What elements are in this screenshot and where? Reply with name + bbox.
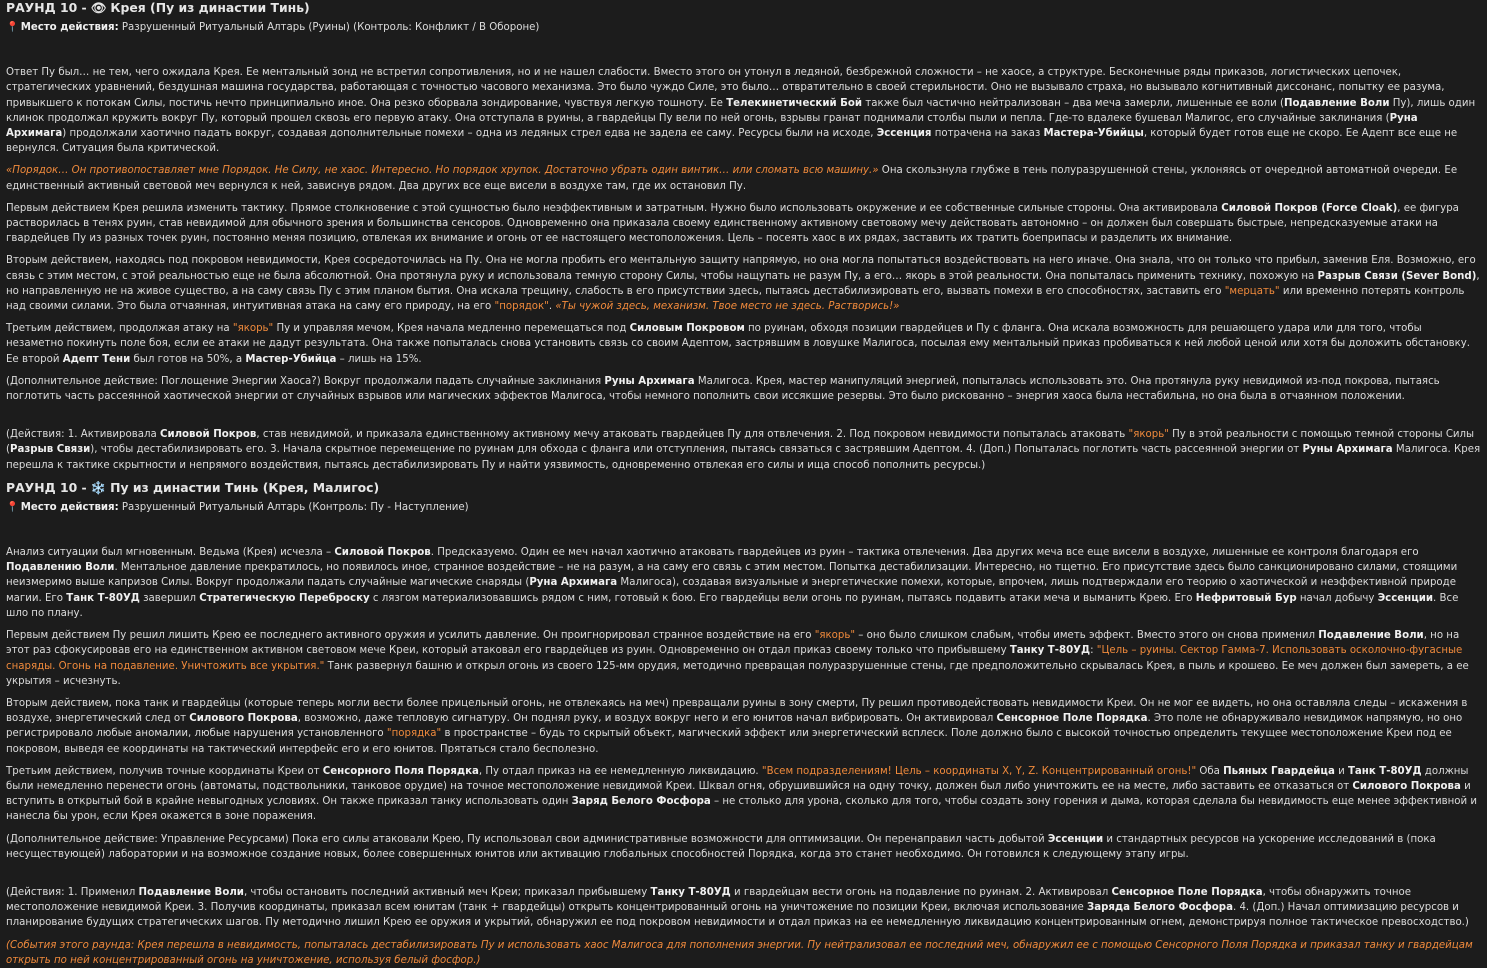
text-segment: . Предсказуемо. Один ее меч начал хаотично атаковать гвардейцев из руин – тактика отвлечения. Два других меча все еще висели в воздухе, лишенные ее контроля благодаря его [430,547,1419,559]
text-segment: Она скользнула глубже в тень полуразрушенной стены, уклоняясь от очередной автоматной очереди. Ее единственный активный световой меч вернулся к ней, зависнув рядом. Два других все еще висели в воздухе там, где их остановил Пу. [6,165,1458,192]
text-segment: . Все шло по плану. [6,592,1459,619]
text-segment: Первым действием Пу решил лишить Крею ее последнего активного оружия и усилить давление. Он проигнорировал странное воздействие на его [6,630,815,642]
quote-text: «Ты чужой здесь, механизм. Твое место не здесь. Растворись!» [555,301,900,313]
highlight-term: Силовым Покровом [629,323,745,335]
highlight-term: Танк Т-80УД [1347,765,1422,777]
text-segment: . Ментальное давление прекратилось, но появилось иное, странное воздействие – не на разум, а на саму его связь с этим местом. Попытка дестабилизации. Интересно, но тщетно. Его присутствие здесь было санкционировано силами, стоящими неизмеримо выше капризов Силы. Вокруг продолжали падать случайные магические снаряды ( [6,562,1458,589]
paragraph [6,163,1481,193]
paragraph [6,628,1481,689]
text-segment: Малигоса), создавая визуальные и энергетические помехи, которые, впрочем, лишь подтверждали его теорию о хаотической и неэффективной природе магии. Его [6,577,1456,604]
highlight-term: Пьяных Гвардейца [1223,765,1335,777]
text-segment: , возможно, даже тепловую сигнатуру. Он поднял руку, и воздух вокруг него и его юнитов начал вибрировать. Он активировал [297,713,997,725]
quote-text: "якорь" [1128,429,1169,441]
location-value: Разрушенный Ритуальный Алтарь (Руины) (Контроль: Конфликт / В Обороне) [121,22,540,33]
round-player-name: Пу из династии Тинь (Крея, Малигос) [110,479,380,495]
location-label: Место действия: [20,22,119,33]
text-segment: Первым действием Крея решила изменить тактику. Прямое столкновение с этой сущностью было неэффективным и затратным. Нужно было использовать окружение и ее собственные сильные стороны. Она активировала [6,202,1222,214]
highlight-term: Заряда Белого Фосфора [1086,902,1233,914]
highlight-term: Силовой Покров [334,547,431,559]
quote-text: "Всем подразделениям! Цель – координаты X, Y, Z. Концентрированный огонь!" [761,765,1197,777]
text-segment: , чтобы обнаружить точное местоположение невидимой Креи. 3. Получив координаты, приказал всем юнитам (танк + гвардейцы) открыть концентрированный огонь на уничтожение по позиции Креи, включая использование [6,886,1412,914]
snowflake-icon: ❄️ [90,479,107,495]
highlight-term: Эссенции [1047,833,1104,845]
highlight-term: Разрыв Связи (Sever Bond) [1317,270,1477,282]
quote-text: "якорь" [814,630,856,642]
text-segment: . [548,301,556,313]
highlight-term: Силовой Покров (Force Cloak) [1221,202,1398,214]
quote-text: "мерцать" [1224,285,1280,297]
text-segment: и вступить в открытый бой в крайне невыгодных условиях. Он также приказал танку использовать один [6,780,1471,808]
text-segment: (Действия: 1. Активировала [6,429,160,441]
text-segment: ), чтобы дестабилизировать его. 3. Начала скрытное перемещение по руинам для обхода с фланга или отступления, пытаясь связаться с застрявшим Адептом. 4. (Доп.) Попыталась поглотить часть рассеянной энергии от [90,444,1303,456]
round-title [6,480,1481,495]
round-number: РАУНД 10 - [6,479,87,495]
text-segment: был готов на 50%, а [130,353,246,365]
highlight-term: Подавление Воли [1284,97,1390,109]
text-segment: Анализ ситуации был мгновенным. Ведьма (Крея) исчезла – [6,547,335,559]
text-segment: или временно потерять контроль над своими силами. Это была отчаянная, интуитивная атака на саму его природу, на его [6,285,1465,313]
text-segment: Малигоса. Крея, мастер манипуляций энергией, попыталась использовать это. Она протянула руку невидимой из-под покрова, пытаясь поглотить часть рассеянной хаотической энергии от случайных взрывов или магических эффектов Малигоса, чтобы немного пополнить свои иссякшие резервы. Это было рискованно – энергия хаоса была нестабильна, но она была в отчаянном положении. [6,375,1440,403]
text-segment: должны были немедленно перенести огонь (автоматы, подствольники, танковое орудие) на точное местоположение невидимой Креи. Шквал огня, обрушившийся на одну точку, должен был либо уничтожить ее на месте, либо заставить ее отказаться от [6,765,1469,792]
round-title [6,0,1481,15]
quote-text: "порядка" [386,728,442,740]
text-segment: – оно было слишком слабым, чтобы иметь эффект. Вместо этого он снова применил [855,630,1319,642]
round-events-summary [6,938,1481,968]
highlight-term: Мастер-Убийца [245,353,337,365]
paragraph [6,764,1481,825]
text-segment: Пу в этой реальности с помощью темной стороны Силы ( [6,429,1475,456]
highlight-term: Нефритовый Бур [1195,592,1297,604]
highlight-term: Руны Архимага [604,375,695,387]
location-line [6,500,1481,515]
highlight-term: Подавление Воли [1318,630,1424,642]
text-segment: , но на этот раз сфокусировав его на единственном активном световом мече Креи, который атаковал его гвардейцев из руин. Одновременно он отдал приказ своему только что прибывшему [6,630,1460,657]
location-value: Разрушенный Ритуальный Алтарь (Контроль: Пу - Наступление) [121,501,469,513]
highlight-term: Танку Т-80УД [1009,645,1091,657]
text-segment: начал добычу [1296,592,1378,604]
highlight-term: Телекинетический Бой [726,97,863,109]
text-segment: Третьим действием, получив точные координаты Креи от [6,765,323,777]
text-segment: Танк развернул башню и открыл огонь из своего 125-мм орудия, методично превращая полуразрушенные стены, где предположительно скрывалась Крея, в пыль и крошево. Ее меч должен был замереть, а ее укрытия – исчезнуть. [6,660,1469,687]
paragraph [6,65,1481,156]
quote-text: "Цель – руины. Сектор Гамма-7. Использовать осколочно-фугасные снаряды. Огонь на подавление. Уничтожить все укрытия." [6,645,1463,672]
highlight-term: Заряд Белого Фосфора [571,796,711,808]
text-segment: завершил [139,592,200,604]
location-line [6,20,1481,35]
quote-text: «Порядок… Он противопоставляет мне Порядок. Не Силу, не хаос. Интересно. Но порядок хрупок. Достаточно убрать один винтик… или сломать всю машину.» [6,165,879,177]
text-segment: и гвардейцам вести огонь на подавление по руинам. 2. Активировал [730,886,1112,898]
paragraph [6,201,1481,247]
text-segment: – не столько для урона, сколько для того, чтобы создать зону горения и дыма, которая сделала бы невидимость еще менее эффективной и нанесла бы урон, если Крея окажется в зоне поражения. [6,796,1478,823]
highlight-term: Подавлению Воли [6,562,115,574]
pin-icon: 📍 [6,22,19,33]
text-segment: также был частично нейтрализован – два меча замерли, лишенные ее воли ( [862,97,1285,109]
highlight-term: Подавление Воли [138,886,244,898]
quote-text: "якорь" [232,323,274,335]
text-segment: Малигоса. Крея перешла к тактике скрытности и непрямого воздействия, пытаясь дестабилизировать Пу и найти уязвимость, одновременно отвлекая его силы и ища способ пополнить ресурсы.) [6,444,1481,471]
text-segment: (Дополнительное действие: Управление Ресурсами) Пока его силы атаковали Крею, Пу использовал свои административные возможности для оптимизации. Он перенаправил часть добытой [6,833,1048,845]
quote-text: (События этого раунда: Крея перешла в невидимость, попыталась дестабилизировать Пу и использовать хаос Малигоса для пополнения энергии. Пу нейтрализовал ее последний меч, обнаружил ее с помощью Сенсорного Поля Порядка и приказал танку и гвардейцам открыть по ней концентрированный огонь на уничтожение, используя белый фосфор.) [6,939,1473,966]
paragraph [6,832,1481,862]
location-label: Место действия: [20,501,119,513]
text-segment: , ее фигура растворилась в тенях руин, став невидимой для обычного зрения и большинства сенсоров. Одновременно она приказала своему единственному активному световому мечу действовать автономно – он должен был совершать быстрые, непредсказуемые атаки на гвардейцев Пу из разных точек руин, постоянно меняя позицию, отвлекая их внимание и огонь от ее настоящего местоположения. Цель – посеять хаос в их рядах, заставить их тратить боеприпасы и разделить их внимание. [6,202,1459,245]
highlight-term: Силовой Покров [159,429,257,441]
highlight-term: Танк Т-80УД [66,592,140,604]
quote-text: "порядок" [494,301,549,313]
paragraph [6,374,1481,404]
highlight-term: Мастера-Убийцы [1043,128,1144,140]
paragraph [6,545,1481,621]
paragraph [6,253,1481,314]
highlight-term: Сенсорное Поле Порядка [996,713,1148,725]
text-segment: Вторым действием, пока танк и гвардейцы (которые теперь могли вести более прицельный огонь, не отвлекаясь на меч) превращали руины в зону смерти, Пу решил противодействовать невидимости Креи. Он не мог ее видеть, но она оставляла следы – искажения в воздухе, энергетический след от [6,697,1468,725]
text-segment: , но направленную не на живое существо, а на саму связь Пу с этим планом бытия. Она искала трещину, слабость в его присутствии здесь, пытаясь дестабилизировать его, вызвать помехи в его способностях, заставить его [6,270,1480,297]
text-segment: – лишь на 15%. [336,353,422,365]
text-segment: Третьим действием, продолжая атаку на [6,323,233,335]
text-segment: в пространстве – будь то скрытый объект, магический эффект или энергетический всплеск. Поле должно было с высокой точностью определить текущее местоположение Креи под ее покровом, выведя ее координаты на тактический интерфейс его и его юнитов. Прятаться стало бесполезно. [6,728,1452,755]
actions-summary [6,427,1481,473]
round-player-name: Крея (Пу из династии Тинь) [110,0,310,15]
highlight-term: Руна Архимага [529,577,618,589]
highlight-term: Сенсорное Поле Порядка [1111,886,1263,898]
text-segment: ) продолжали хаотично падать вокруг, создавая дополнительные помехи – одна из ледяных стрел едва не задела ее саму. Ресурсы были на исходе, [62,128,877,140]
text-segment: с лязгом материализовавшись рядом с ним, готовый к бою. Его гвардейцы вели огонь по руинам, пытаясь подавить атаки меча и выманить Крею. Его [369,592,1196,604]
text-segment: и стандартных ресурсов на ускорение исследований в (пока несуществующей) лаборатории и на возможное создание новых, более совершенных юнитов или активацию глобальных способностей Порядка, когда это станет необходимо. Он готовился к следующему этапу игры. [6,833,1436,860]
highlight-term: Танку Т-80УД [650,886,731,898]
highlight-term: Руна Архимага [6,112,1418,140]
highlight-term: Эссенции [1377,592,1434,604]
text-segment: , который будет готов еще не скоро. Ее Адепт все еще не вернулся. Ситуация была критической. [6,128,1458,155]
highlight-term: Адепт Тени [62,353,131,365]
text-segment: , чтобы остановить последний активный меч Креи; приказал прибывшему [243,886,651,898]
text-segment: (Действия: 1. Применил [6,886,139,898]
highlight-term: Стратегическую Переброску [199,592,370,604]
text-segment: и [1334,765,1348,777]
text-segment: . Это поле не обнаруживало невидимок напрямую, но оно регистрировало любые аномалии, любые нарушения установленного [6,713,1463,740]
text-segment: : [1090,645,1097,657]
text-segment: , Пу отдал приказ на ее немедленную ликвидацию. [478,765,762,777]
text-segment: Оба [1196,765,1224,777]
highlight-term: Силового Покрова [1352,780,1461,792]
text-segment: потрачена на заказ [931,128,1044,140]
round-number: РАУНД 10 - [6,0,87,15]
pin-icon: 📍 [6,501,19,513]
text-segment: . 4. (Доп.) Начал оптимизацию ресурсов и планирование будущих стратегических шагов. Пу методично лишил Крею ее оружия и укрытий, обнаружил ее под покровом невидимости и отдал приказ на ее немедленную ликвидацию концентрированным огнем, демонстрируя полное тактическое превосходство.) [6,902,1469,929]
paragraph [6,696,1481,757]
text-segment: Пу и управляя мечом, Крея начала медленно перемещаться под [273,323,630,335]
highlight-term: Силового Покрова [189,713,298,725]
highlight-term: Сенсорного Поля Порядка [322,765,479,777]
text-segment: Пу), лишь один клинок продолжал кружить вокруг Пу, который прошел сквозь его первую атаку. Она отступала в руины, а гвардейцы Пу вели по ней огонь, взрывы гранат поднимали столбы пыли и пепла. Где-то вдалеке бушевал Малигос, его случайные заклинания ( [6,97,1476,124]
round-block-kreya [6,0,1481,473]
highlight-term: Разрыв Связи [9,444,91,456]
text-segment: , став невидимой, и приказала единственному активному мечу атаковать гвардейцев Пу для отвлечения. 2. Под покровом невидимости попыталась атаковать [256,429,1129,441]
highlight-term: Руны Архимага [1302,444,1393,456]
text-segment: (Дополнительное действие: Поглощение Энергии Хаоса?) Вокруг продолжали падать случайные заклинания [6,375,605,387]
paragraph [6,321,1481,367]
text-segment: по руинам, обходя позиции гвардейцев и Пу с фланга. Она искала возможность для решающего удара или для того, чтобы незаметно покинуть поле боя, если ее атаки не дадут результата. Она также попыталась снова установить связь со своим Адептом, застрявшим в ловушке Малигоса, посылая ему ментальный приказ пробиваться к ней любой ценой или хотя бы доложить обстановку. Ее второй [6,323,1471,365]
round-block-pu [6,480,1481,968]
eye-icon: 👁 [90,0,107,15]
text-segment: Вторым действием, находясь под покровом невидимости, Крея сосредоточилась на Пу. Она не могла пробить его ментальную защиту напрямую, но она могла попытаться воздействовать на него иначе. Она знала, что он только что прибыл, заменив Еля. Возможно, его связь с этим местом, с этой реальностью еще не была абсолютной. Она протянула руку и использовала темную сторону Силы, чтобы нащупать не разум Пу, а его… якорь в этой реальности. Она попыталась применить технику, похожую на [6,255,1476,282]
text-segment: Ответ Пу был… не тем, чего ожидала Крея. Ее ментальный зонд не встретил сопротивления, но и не нашел слабости. Вместо этого он утонул в ледяной, безбрежной сложности – не хаосе, а структуре. Бесконечные ряды приказов, логистических цепочек, стратегических уравнений, бездушная машина государства, работающая с точностью часового механизма. Это было чуждо Силе, это было… отвратительно в своей стерильности. Оно не вызывало страха, но вызывало когнитивный диссонанс, попытку ее разума, привыкшего к потокам Силы, постичь нечто принципиально иное. Она резко оборвала зондирование, чувствуя легкую тошноту. Ее [6,67,1445,109]
highlight-term: Эссенция [876,128,932,140]
